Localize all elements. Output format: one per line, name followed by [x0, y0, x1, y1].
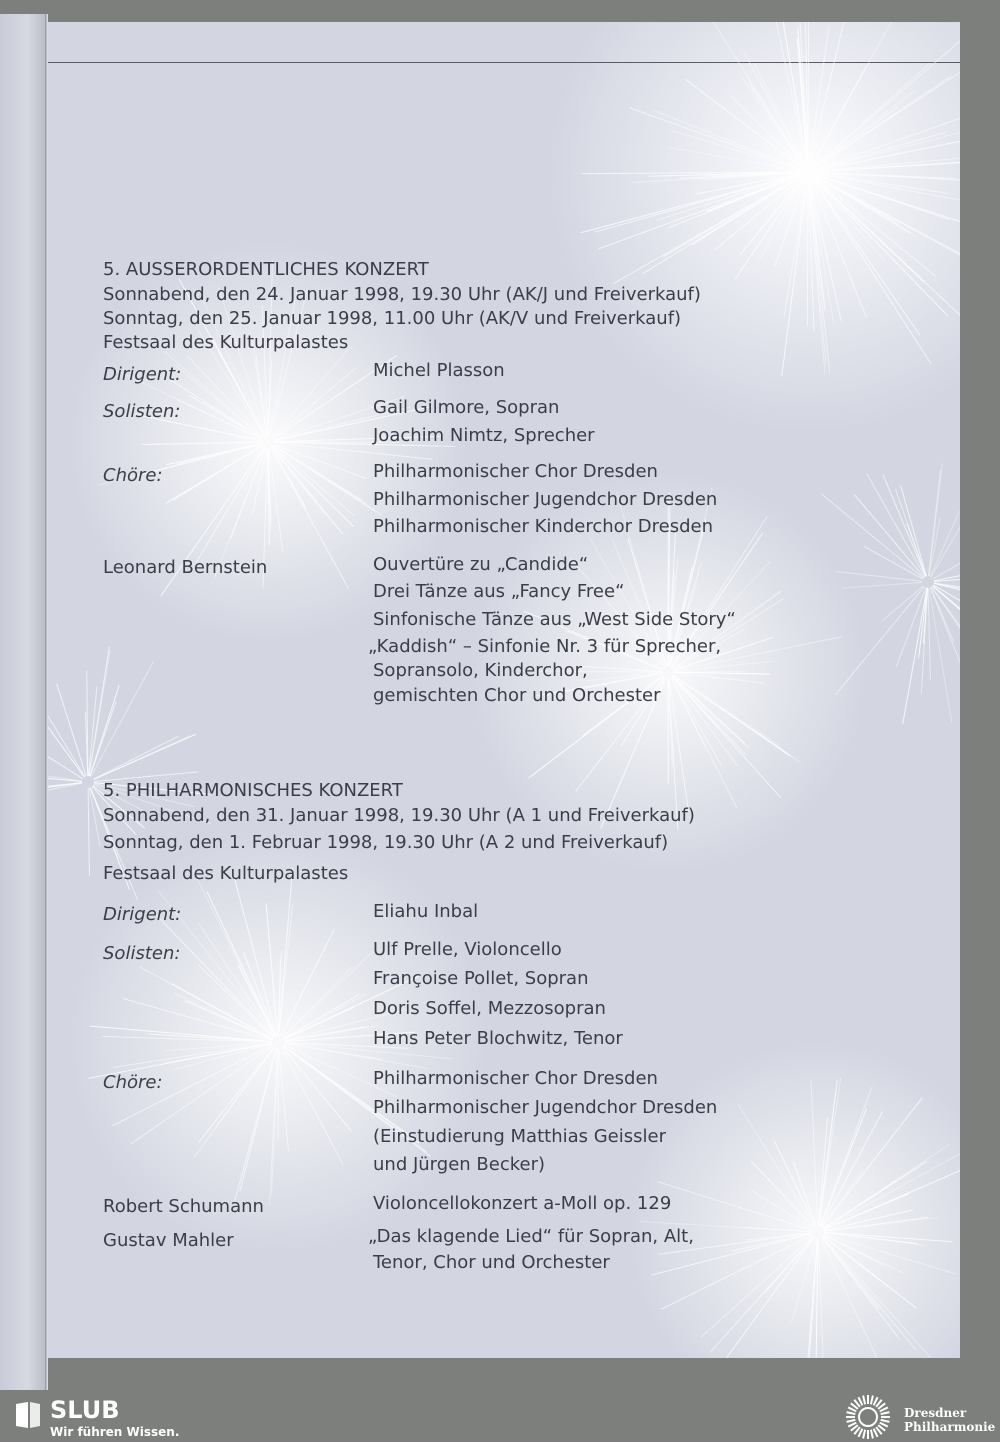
concert2-chor: Philharmonischer Jugendchor Dresden — [373, 1097, 718, 1118]
concert2-composer1: Robert Schumann — [103, 1196, 264, 1217]
slub-book-icon — [14, 1400, 42, 1430]
concert2-date1: Sonnabend, den 31. Januar 1998, 19.30 Uhr (A 1 und Freiverkauf) — [103, 805, 695, 826]
concert2-chor: Philharmonischer Chor Dresden — [373, 1068, 658, 1089]
concert2-solist: Ulf Prelle, Violoncello — [373, 939, 562, 960]
concert1-chor: Philharmonischer Chor Dresden — [373, 461, 658, 482]
concert2-venue: Festsaal des Kulturpalastes — [103, 863, 349, 884]
concert1-chor: Philharmonischer Jugendchor Dresden — [373, 489, 718, 510]
concert1-work: „Kaddish“ – Sinfonie Nr. 3 für Sprecher, — [368, 636, 722, 657]
concert2-solist: Doris Soffel, Mezzosopran — [373, 998, 606, 1019]
concert1-work: Drei Tänze aus „Fancy Free“ — [373, 581, 625, 602]
slub-tagline: Wir führen Wissen. — [50, 1425, 180, 1439]
concert2-chor: und Jürgen Becker) — [373, 1154, 545, 1175]
concert1-composer: Leonard Bernstein — [103, 557, 268, 578]
slub-logo-text: SLUB — [50, 1396, 120, 1424]
concert1-solist: Gail Gilmore, Sopran — [373, 397, 560, 418]
concert1-solist: Joachim Nimtz, Sprecher — [373, 425, 595, 446]
philharmonie-sun-logo — [842, 1394, 894, 1440]
concert1-title: 5. AUSSERORDENTLICHES KONZERT — [103, 259, 429, 280]
concert2-dirigent-label: Dirigent: — [103, 904, 182, 925]
concert1-choere-label: Chöre: — [103, 465, 163, 486]
concert2-composer2: Gustav Mahler — [103, 1230, 234, 1251]
program-page — [48, 22, 960, 1358]
concert2-choere-label: Chöre: — [103, 1072, 163, 1093]
dp-name-line2: Philharmonie — [904, 1420, 996, 1434]
concert2-solisten-label: Solisten: — [103, 943, 181, 964]
concert1-work: Ouvertüre zu „Candide“ — [373, 554, 589, 575]
concert2-title: 5. PHILHARMONISCHES KONZERT — [103, 780, 403, 801]
concert1-venue: Festsaal des Kulturpalastes — [103, 332, 349, 353]
concert1-dirigent-label: Dirigent: — [103, 364, 182, 385]
concert1-dirigent: Michel Plasson — [373, 360, 505, 381]
concert1-work: Sopransolo, Kinderchor, — [373, 660, 588, 681]
concert1-date2: Sonntag, den 25. Januar 1998, 11.00 Uhr (AK/V und Freiverkauf) — [103, 308, 682, 329]
concert2-work1: Violoncellokonzert a-Moll op. 129 — [373, 1193, 672, 1214]
concert2-date2: Sonntag, den 1. Februar 1998, 19.30 Uhr (A 2 und Freiverkauf) — [103, 832, 669, 853]
concert1-work: Sinfonische Tänze aus „West Side Story“ — [373, 609, 736, 630]
concert1-work: gemischten Chor und Orchester — [373, 685, 661, 706]
concert2-solist: Françoise Pollet, Sopran — [373, 968, 589, 989]
concert1-solisten-label: Solisten: — [103, 401, 181, 422]
dp-name-line1: Dresdner — [904, 1406, 967, 1420]
left-page-edge — [0, 14, 46, 1390]
concert1-date1: Sonnabend, den 24. Januar 1998, 19.30 Uhr (AK/J und Freiverkauf) — [103, 284, 701, 305]
concert2-chor: (Einstudierung Matthias Geissler — [373, 1126, 666, 1147]
concert2-dirigent: Eliahu Inbal — [373, 901, 479, 922]
dresdner-philharmonie-name — [904, 1406, 995, 1434]
concert2-work2: „Das klagende Lied“ für Sopran, Alt, — [368, 1226, 694, 1247]
concert2-work2: Tenor, Chor und Orchester — [373, 1252, 610, 1273]
concert1-chor: Philharmonischer Kinderchor Dresden — [373, 516, 714, 537]
concert2-solist: Hans Peter Blochwitz, Tenor — [373, 1028, 623, 1049]
